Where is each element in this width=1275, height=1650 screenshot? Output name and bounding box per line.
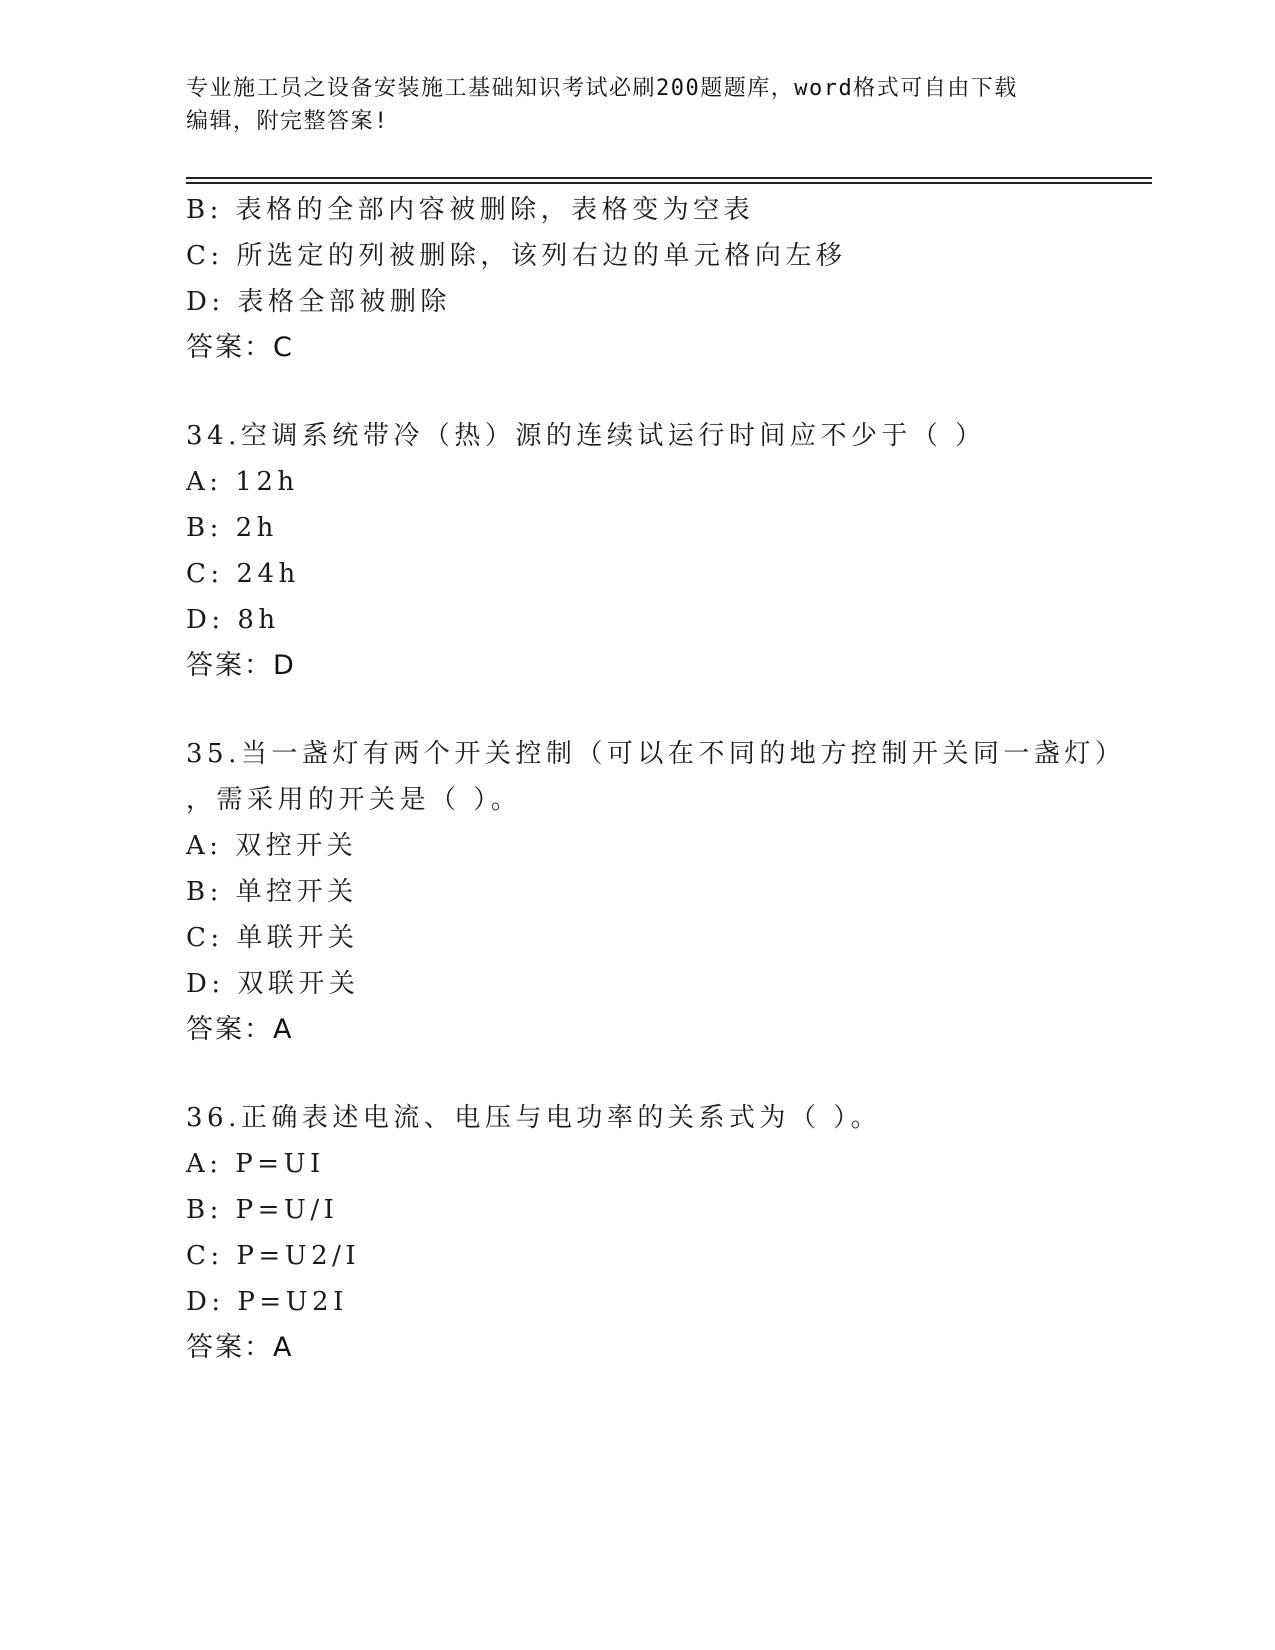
header-divider-top: [186, 177, 1152, 179]
option-c: C: 24h: [186, 559, 300, 589]
header-divider-bottom: [186, 182, 1152, 184]
option-b: B: 2h: [186, 513, 278, 543]
question-text-line-2: ，需采用的开关是（ ）。: [186, 785, 522, 815]
option-b: B: 表格的全部内容被删除，表格变为空表: [186, 195, 755, 225]
question-35: [186, 731, 1166, 1053]
answer-line: 答案：C: [186, 332, 294, 363]
answer-line: 答案：A: [186, 1332, 294, 1363]
option-d: D: 8h: [186, 605, 280, 635]
option-c: C: 所选定的列被删除，该列右边的单元格向左移: [186, 241, 847, 271]
spacer: [186, 1053, 1166, 1095]
question-34: [186, 413, 1166, 689]
option-d: D: P=U2I: [186, 1287, 348, 1317]
question-33-continued: [186, 187, 1166, 371]
option-d: D: 双联开关: [186, 969, 360, 999]
answer-line: 答案：D: [186, 650, 296, 681]
question-text: 34.空调系统带冷（热）源的连续试运行时间应不少于（ ）: [186, 421, 986, 451]
option-a: A: P=UI: [186, 1149, 325, 1179]
spacer: [186, 371, 1166, 413]
question-list: [186, 187, 1166, 1371]
option-c: C: 单联开关: [186, 923, 359, 953]
option-a: A: 双控开关: [186, 831, 358, 861]
header-title-line-1: 专业施工员之设备安装施工基础知识考试必刷200题题库，word格式可自由下载: [186, 76, 1018, 101]
header-title-line-2: 编辑，附完整答案!: [186, 109, 389, 134]
option-b: B: 单控开关: [186, 877, 358, 907]
document-header: [186, 72, 1066, 138]
option-b: B: P=U/I: [186, 1195, 339, 1225]
question-text: 36.正确表述电流、电压与电功率的关系式为（ ）。: [186, 1103, 882, 1133]
answer-line: 答案：A: [186, 1014, 294, 1045]
option-c: C: P=U2/I: [186, 1241, 361, 1271]
option-d: D: 表格全部被删除: [186, 287, 451, 317]
spacer: [186, 689, 1166, 731]
question-36: [186, 1095, 1166, 1371]
question-text-line-1: 35.当一盏灯有两个开关控制（可以在不同的地方控制开关同一盏灯）: [186, 739, 1126, 769]
option-a: A: 12h: [186, 467, 299, 497]
